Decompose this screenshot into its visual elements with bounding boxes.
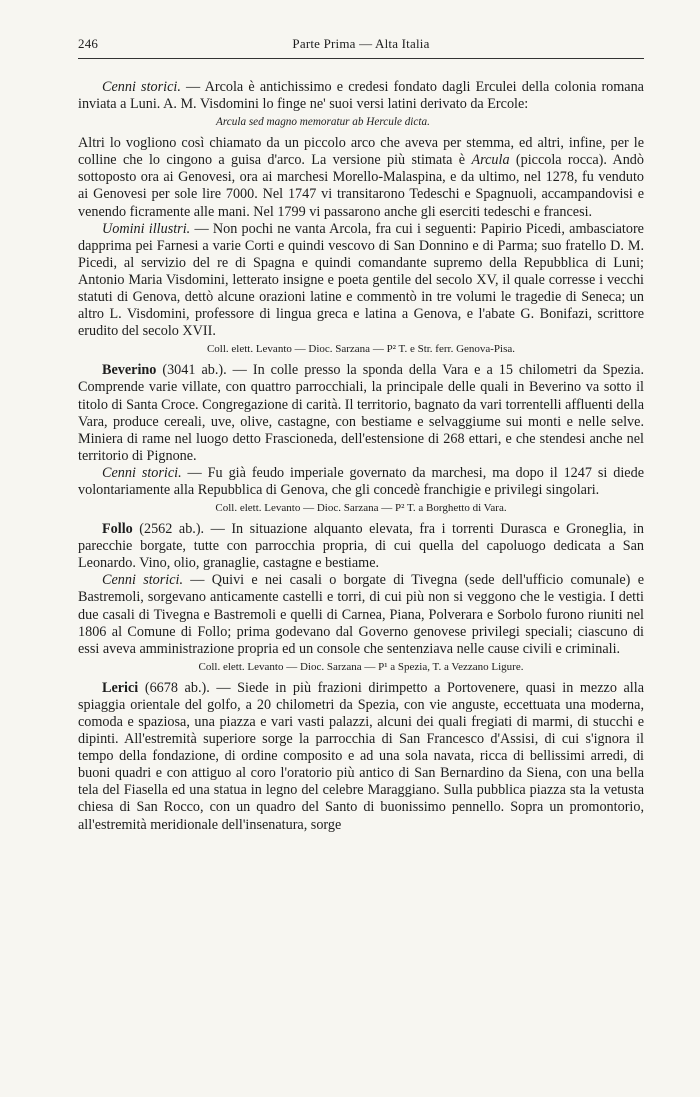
entry-name: Follo: [102, 521, 133, 538]
follo-reference-line: Coll. elett. Levanto — Dioc. Sarzana — P¹ a Spezia, T. a Vezzano Ligure.: [198, 660, 524, 673]
running-title: Parte Prima — Alta Italia: [292, 36, 430, 51]
section-label: Uomini illustri.: [102, 220, 191, 237]
arcola-cenni-storici: [78, 79, 644, 113]
paragraph-text: — Fu già feudo imperiale governato da marchesi, ma dopo il 1247 si diede volontariamente alla Repubblica di Genova, che gli concedè franchigie e privilegi singolari.: [78, 464, 644, 498]
section-label: Cenni storici.: [102, 79, 181, 95]
paragraph-text: — Non pochi ne vanta Arcola, fra cui i seguenti: Papirio Picedi, ambasciatore dapprima pei Farnesi a varie Corti e quindi vescovo di San Donnino e di Parma; suo fratello D. M. Picedi, al servizio del re di Spagna e quindi comandante supremo della Repubblica di Luni; Antonio Maria Visdomini, letterato insigne e poeta gentile del secolo XV, il quale corresse i vecchi statuti di Genova, dettò alcune orazioni latine e commentò in tre volumi le tragedie di Seneca; un altro L. Visdomini, professore di lingua greca e latina a Genova, e l'abate G. Bonifazi, scrittore erudito del secolo XVII.: [78, 220, 644, 340]
section-label: Cenni storici.: [102, 572, 183, 589]
book-page: [78, 36, 644, 834]
paragraph-text: (3041 ab.). — In colle presso la sponda della Vara e a 15 chilometri da Spezia. Comprende varie villate, con quattro parrocchiali, la principale delle quali in Beverino va sotto il titolo di Santa Croce. Congregazione di carità. Il territorio, bagnato da vari torrentelli affluenti della Vara, produce cereali, uve, olive, castagne, con bestiame e selvaggiume sui monti e nelle selve. Miniera di rame nel luogo detto Frascioneda, dell'estensione di 268 ettari, e che stendesi anche nel territorio di Pignone.: [78, 362, 644, 464]
entry-name: Lerici: [102, 679, 139, 696]
page-header: [78, 36, 644, 59]
italic-word: Arcula: [471, 152, 510, 169]
paragraph-text: — Arcola è antichissimo e credesi fondato dagli Erculei della colonia romana inviata a Luni. A. M. Visdomini lo finge ne' suoi versi latini derivato da Ercole:: [78, 79, 644, 113]
arcola-reference-line: Coll. elett. Levanto — Dioc. Sarzana — P² T. e Str. ferr. Genova-Pisa.: [206, 343, 516, 356]
follo-cenni-storici: [78, 572, 644, 657]
paragraph-text: (2562 ab.). — In situazione alquanto elevata, fra i torrenti Durasca e Groneglia, in parecchie borgate, tutte con parrocchia propria, di cui quella del capoluogo dedicata a San Leonardo. Vino, olio, granaglie, castagne e bestiame.: [78, 521, 644, 572]
arcola-uomini-illustri: [78, 221, 644, 341]
arcola-continuation: Altri lo vogliono così chiamato da un piccolo arco che aveva per stemma, ed altri, infine, per le colline che lo cingono a guisa d'arco. La versione più stimata è Arcula (piccola rocca). Andò sottoposto ora ai Genovesi, ora ai marchesi Morello-Malaspina, e da ultimo, nel 1278, fu venduto ai Genovesi per sole lire 7000. Nel 1747 vi transitarono Tedeschi e Spagnuoli, accampandovisi e venendo ficramente alle mani. Nel 1799 vi passarono anche gli eserciti tedeschi e francesi.: [78, 135, 644, 220]
paragraph-text: — Quivi e nei casali o borgate di Tivegna (sede dell'ufficio comunale) e Bastremoli, sorgevano anticamente castelli e torri, di cui più non si veggono che le vestigia. I detti due casali di Tivegna e Bastremoli e quelli di Carnea, Piana, Polverara e Sorbolo furono riuniti nel 1806 al Comune di Follo; prima godevano dal Governo genovese privilegi speciali; ciascuno di essi aveva amministrazione propria ed un console che sentenziava nelle cause civili e criminali.: [78, 572, 644, 657]
section-label: Cenni storici.: [102, 464, 182, 481]
page-number: 246: [78, 36, 99, 51]
beverino-entry: [78, 362, 644, 465]
lerici-entry: [78, 680, 644, 834]
beverino-reference-line: Coll. elett. Levanto — Dioc. Sarzana — P² T. a Borghetto di Vara.: [215, 502, 507, 515]
beverino-cenni-storici: [78, 465, 644, 499]
entry-name: Beverino: [102, 362, 157, 379]
follo-entry: [78, 521, 644, 572]
latin-quote: Arcula sed magno memoratur ab Hercule dicta.: [216, 116, 430, 129]
paragraph-text: (6678 ab.). — Siede in più frazioni dirimpetto a Portovenere, quasi in mezzo alla spiaggia orientale del golfo, a 20 chilometri da Spezia, con vie anguste, eccettuata una moderna, comoda e spaziosa, una piazza e vari vasti palazzi, alcuni dei quali fregiati di marmi, di stucchi e dipinti. All'estremità superiore sorge la parrocchia di San Francesco d'Assisi, di cui s'ignora il tempo della fondazione, di ordine composito e ad una sola navata, ricca di bellissimi arredi, di buoni quadri e con attiguo al coro l'oratorio più antico di San Bernardino da Siena, con una bella tela del Fiasella ed una statua in legno del celebre Maraggiano. Sulla pubblica piazza sta la vetusta chiesa di San Rocco, con un quadro del Santo di buonissimo pennello. Sopra un promontorio, all'estremità meridionale dell'insenatura, sorge: [78, 679, 644, 833]
body-text: [78, 79, 644, 834]
